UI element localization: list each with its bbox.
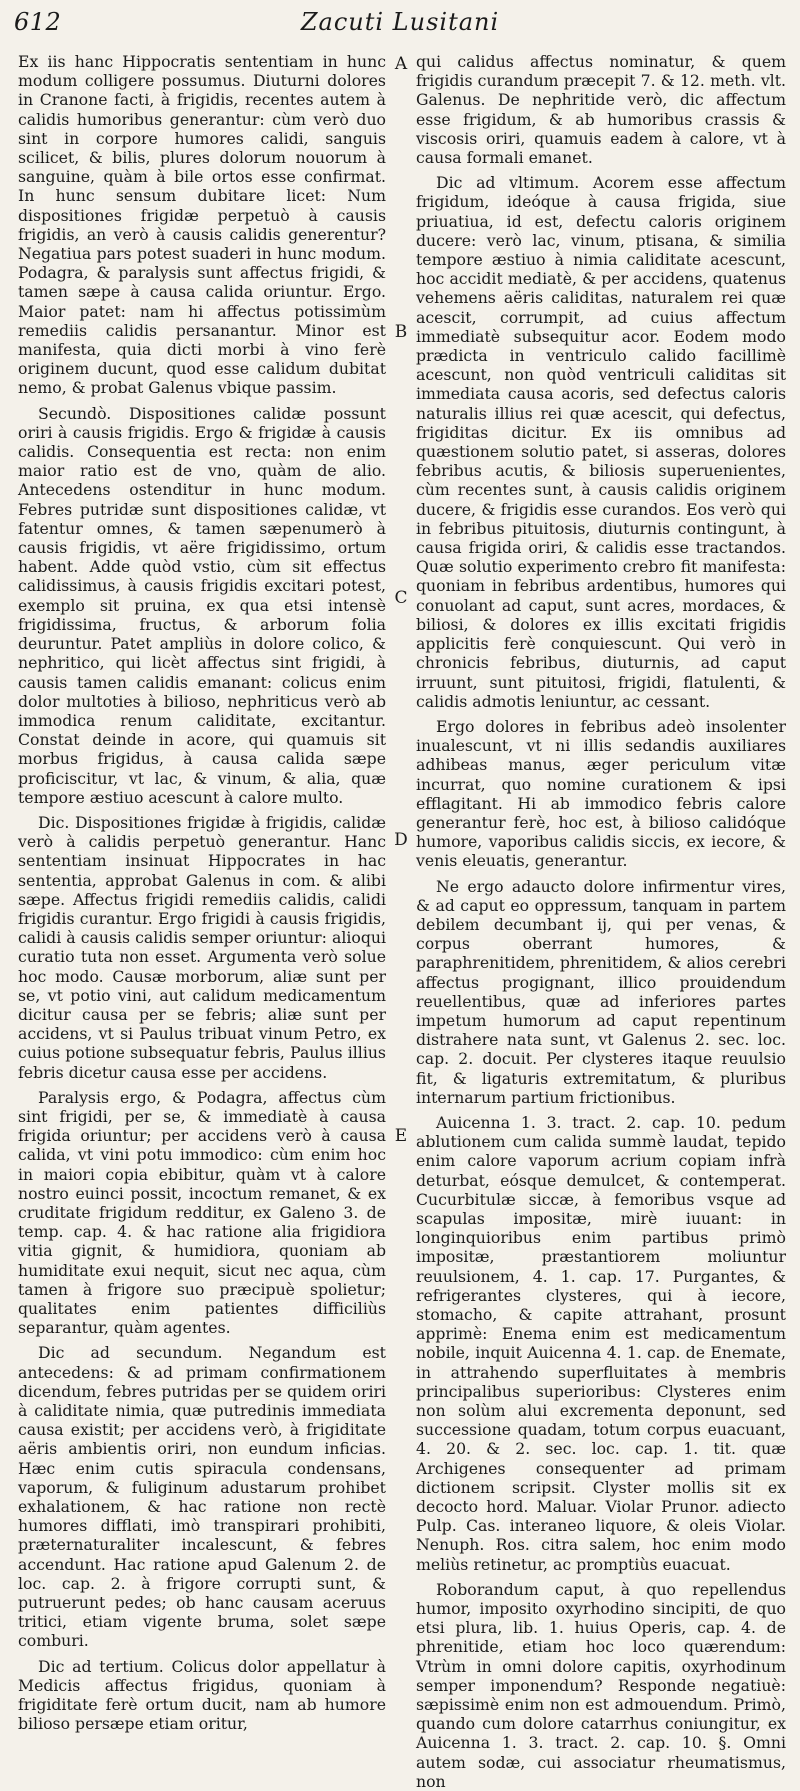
right-column <box>416 52 786 1791</box>
paragraph: Ex iis hanc Hippocratis sententiam in hunc modum colligere possumus. Diuturni dolores in Cranone facti, à frigidis, recentes autem à calidis humoribus generantur: cùm verò duo sint in corpore humores calidi, sanguis scilicet, & bilis, plures dolorum nouorum à sanguine, quàm à bile ortos esse confirmat. In hunc sensum dubitare licet: Num dispositiones frigidæ perpetuò à causis frigidis, an verò à causis calidis generentur? Negatiua pars potest suaderi in hunc modum. Podagra, & paralysis sunt affectus frigidi, & tamen sæpe à causa calida oriuntur. Ergo. Maior patet: nam hi affectus potissimùm remediis calidis persanantur. Minor est manifesta, quia dicti morbi à vino ferè originem ducunt, quod esse calidum dubitat nemo, & probat Galenus vbique passim. <box>18 52 386 398</box>
margin-letter-b: B <box>394 322 408 342</box>
paragraph: Auicenna 1. 3. tract. 2. cap. 10. pedum ablutionem cum calida summè laudat, tepido enim calore vaporum acrium copiam infrà deturbat, eósque demulcet, & contemperat. Cucurbitulæ siccæ, à femoribus vsque ad scapulas impositæ, mirè iuuant: in longinquioribus enim partibus primò impositæ, præstantiorem moliuntur reuulsionem, 4. 1. cap. 17. Purgantes, & refrigerantes clysteres, qui à iecore, stomacho, & capite attrahant, prosunt apprimè: Enema enim est medicamentum nobile, inquit Auicenna 4. 1. cap. de Enemate, in attrahendo superfluitates à membris principalibus superioribus: Clysteres enim non solùm alui excrementa deponunt, sed successione quadam, totum corpus euacuant, 4. 20. & 2. sec. loc. cap. 1. tit. quæ Archigenes consequenter ad primam dictionem scripsit. Clyster mollis sit ex decocto hord. Maluar. Violar Prunor. adiecto Pulp. Cas. interaneo liquore, & oleis Violar. Nenuph. Ros. citra salem, hoc enim modo meliùs retinetur, ac promptiùs euacuat. <box>416 1112 786 1574</box>
margin-letter-e: E <box>394 1126 408 1146</box>
margin-letter-d: D <box>394 830 408 850</box>
running-title: Zacuti Lusitani <box>300 8 500 36</box>
margin-letter-c: C <box>394 588 408 608</box>
page-number: 612 <box>14 8 62 36</box>
page-header <box>0 0 800 50</box>
paragraph: Ne ergo adaucto dolore infirmentur vires, & ad caput eo oppressum, tanquam in partem debilem decumbant ij, qui per venas, & corpus oberrant humores, & paraphrenitidem, phrenitidem, & alios cerebri affectus progignant, illico prouidendum reuellentibus, quæ ad inferiores partes impetum humorum ad caput repentinum distrahere nata sunt, vt Galenus 2. sec. loc. cap. 2. docuit. Per clysteres itaque reuulsio fit, & ligaturis extremitatum, & pluribus internarum partium frictionibus. <box>416 876 786 1107</box>
paragraph: qui calidus affectus nominatur, & quem frigidis curandum præcepit 7. & 12. meth. vlt. Galenus. De nephritide verò, dic affectum esse frigidum, & ab humoribus crassis & viscosis oriri, quamuis eadem à calore, vt à causa formali emanet. <box>416 52 786 168</box>
paragraph: Ergo dolores in febribus adeò insolenter inualescunt, vt ni illis sedandis auxiliares adhibeas manus, æger periculum vitæ incurrat, quo nomine curationem & ipsi efflagitant. Hi ab immodico febris calore generantur ferè, hoc est, à bilioso calidóque humore, vaporibus calidis siccis, ex iecore, & venis eleuatis, generantur. <box>416 716 786 871</box>
paragraph: Dic ad secundum. Negandum est antecedens: & ad primam confirmationem dicendum, febres putridas per se quidem oriri à caliditate nimia, quæ putredinis immediata causa existit; per accidens verò, à frigiditate aëris ambientis oriri, non eundum inficias. Hæc enim cutis spiracula condensans, vaporum, & fuliginum adustarum prohibet exhalationem, & hac ratione non rectè humores difflati, imò transpirari prohibiti, præternaturaliter incalescunt, & febres accendunt. Hac ratione apud Galenum 2. de loc. cap. 2. à frigore corrupti sunt, & putruerunt pedes; ob hanc causam aceruus tritici, etiam vigente bruma, solet sæpe comburi. <box>18 1343 386 1651</box>
paragraph: Roborandum caput, à quo repellendus humor, imposito oxyrhodino sincipiti, de quo etsi plura, lib. 1. huius Operis, cap. 4. de phrenitide, etiam hoc loco quærendum: Vtrùm in omni dolore capitis, oxyrhodinum semper imponendum? Responde negatiuè: sæpissimè enim non est admouendum. Primò, quando cum dolore catarrhus coniungitur, ex Auicenna 1. 3. tract. 2. cap. 10. §. Omni autem sodæ, cui associatur rheumatismus, non <box>416 1579 786 1791</box>
paragraph: Dic ad tertium. Colicus dolor appellatur à Medicis affectus frigidus, quoniam à frigiditate ferè ortum ducit, nam ab humore bilioso persæpe etiam oritur, <box>18 1656 386 1734</box>
paragraph: Paralysis ergo, & Podagra, affectus cùm sint frigidi, per se, & immediatè à causa frigida oriuntur; per accidens verò à causa calida, vt vini potu immodico: cùm enim hoc in maiori copia ebibitur, quàm vt à calore nostro euinci possit, incoctum remanet, & ex cruditate frigidum redditur, ex Galeno 3. de temp. cap. 4. & hac ratione alia frigidiora vitia gignit, & humidiora, quoniam ab humiditate exui nequit, sicut nec aqua, cùm tamen à frigore suo præcipuè spolietur; qualitates enim patientes difficiliùs separantur, quàm agentes. <box>18 1087 386 1338</box>
paragraph: Secundò. Dispositiones calidæ possunt oriri à causis frigidis. Ergo & frigidæ à causis calidis. Consequentia est recta: non enim maior ratio est de vno, quàm de alio. Antecedens ostenditur in hunc modum. Febres putridæ sunt dispositiones calidæ, vt fatentur omnes, & tamen sæpenumerò à causis frigidis, vt aëre frigidissimo, ortum habent. Adde quòd vstio, cùm sit effectus calidissimus, à causis frigidis excitari potest, exemplo sit pruina, ex qua etsi intensè frigidissima, fructus, & arborum folia deuruntur. Patet ampliùs in dolore colico, & nephritico, qui licèt affectus sint frigidi, à causis tamen calidis emanant: colicus enim dolor multoties à bilioso, nephriticus verò ab immodica renum caliditate, excitantur. Constat deinde in acore, qui quamuis sit morbus frigidus, à causa calida sæpe proficiscitur, vt lac, & vinum, & alia, quæ tempore æstiuo acescunt à calore multo. <box>18 403 386 807</box>
paragraph: Dic ad vltimum. Acorem esse affectum frigidum, ideóque à causa frigida, siue priuatiua, id est, defectu caloris originem ducere: verò lac, vinum, ptisana, & similia tempore æstiuo à nimia caliditate acescunt, hoc accidit mediatè, & per accidens, quatenus vehemens aëris caliditas, naturalem rei quæ acescit, corrumpit, ad cuius affectum immediatè subsequitur acor. Eodem modo prædicta in ventriculo calido facillimè acescunt, non quòd ventriculi caliditas sit immediata causa acoris, sed defectus caloris naturalis illius rei quæ acescit, qui defectus, frigiditas dicitur. Ex iis omnibus ad quæstionem solutio patet, si asseras, dolores febribus acutis, & biliosis superuenientes, cùm recentes sunt, à causis calidis originem ducere, & frigidis esse curandos. Eos verò qui in febribus pituitosis, diuturnis contingunt, à causa frigida oriri, & calidis esse tractandos. Quæ solutio experimento crebro fit manifesta: quoniam in febribus ardentibus, humores qui conuolant ad caput, sunt acres, mordaces, & biliosi, & dolores ex illis excitati frigidis applicitis ferè conquiescunt. Qui verò in chronicis febribus, diuturnis, ad caput irruunt, sunt pituitosi, frigidi, flatulenti, & calidis admotis leniuntur, ac cessant. <box>416 173 786 711</box>
left-column <box>18 52 386 1734</box>
margin-letter-a: A <box>394 54 408 74</box>
paragraph: Dic. Dispositiones frigidæ à frigidis, calidæ verò à calidis perpetuò generantur. Hanc sententiam insinuat Hippocrates in hac sententia, approbat Galenus in com. & alibi sæpe. Affectus frigidi remediis calidis, calidi frigidis curantur. Ergo frigidi à causis frigidis, calidi à causis calidis semper oriuntur: alioqui curatio tuta non esset. Argumenta verò solue hoc modo. Causæ morborum, aliæ sunt per se, vt potio vini, aut calidum medicamentum dicitur causa per se febris; aliæ sunt per accidens, vt si Paulus tribuat vinum Petro, ex cuius potione subsequatur febris, Paulus illius febris dicetur causa esse per accidens. <box>18 812 386 1082</box>
